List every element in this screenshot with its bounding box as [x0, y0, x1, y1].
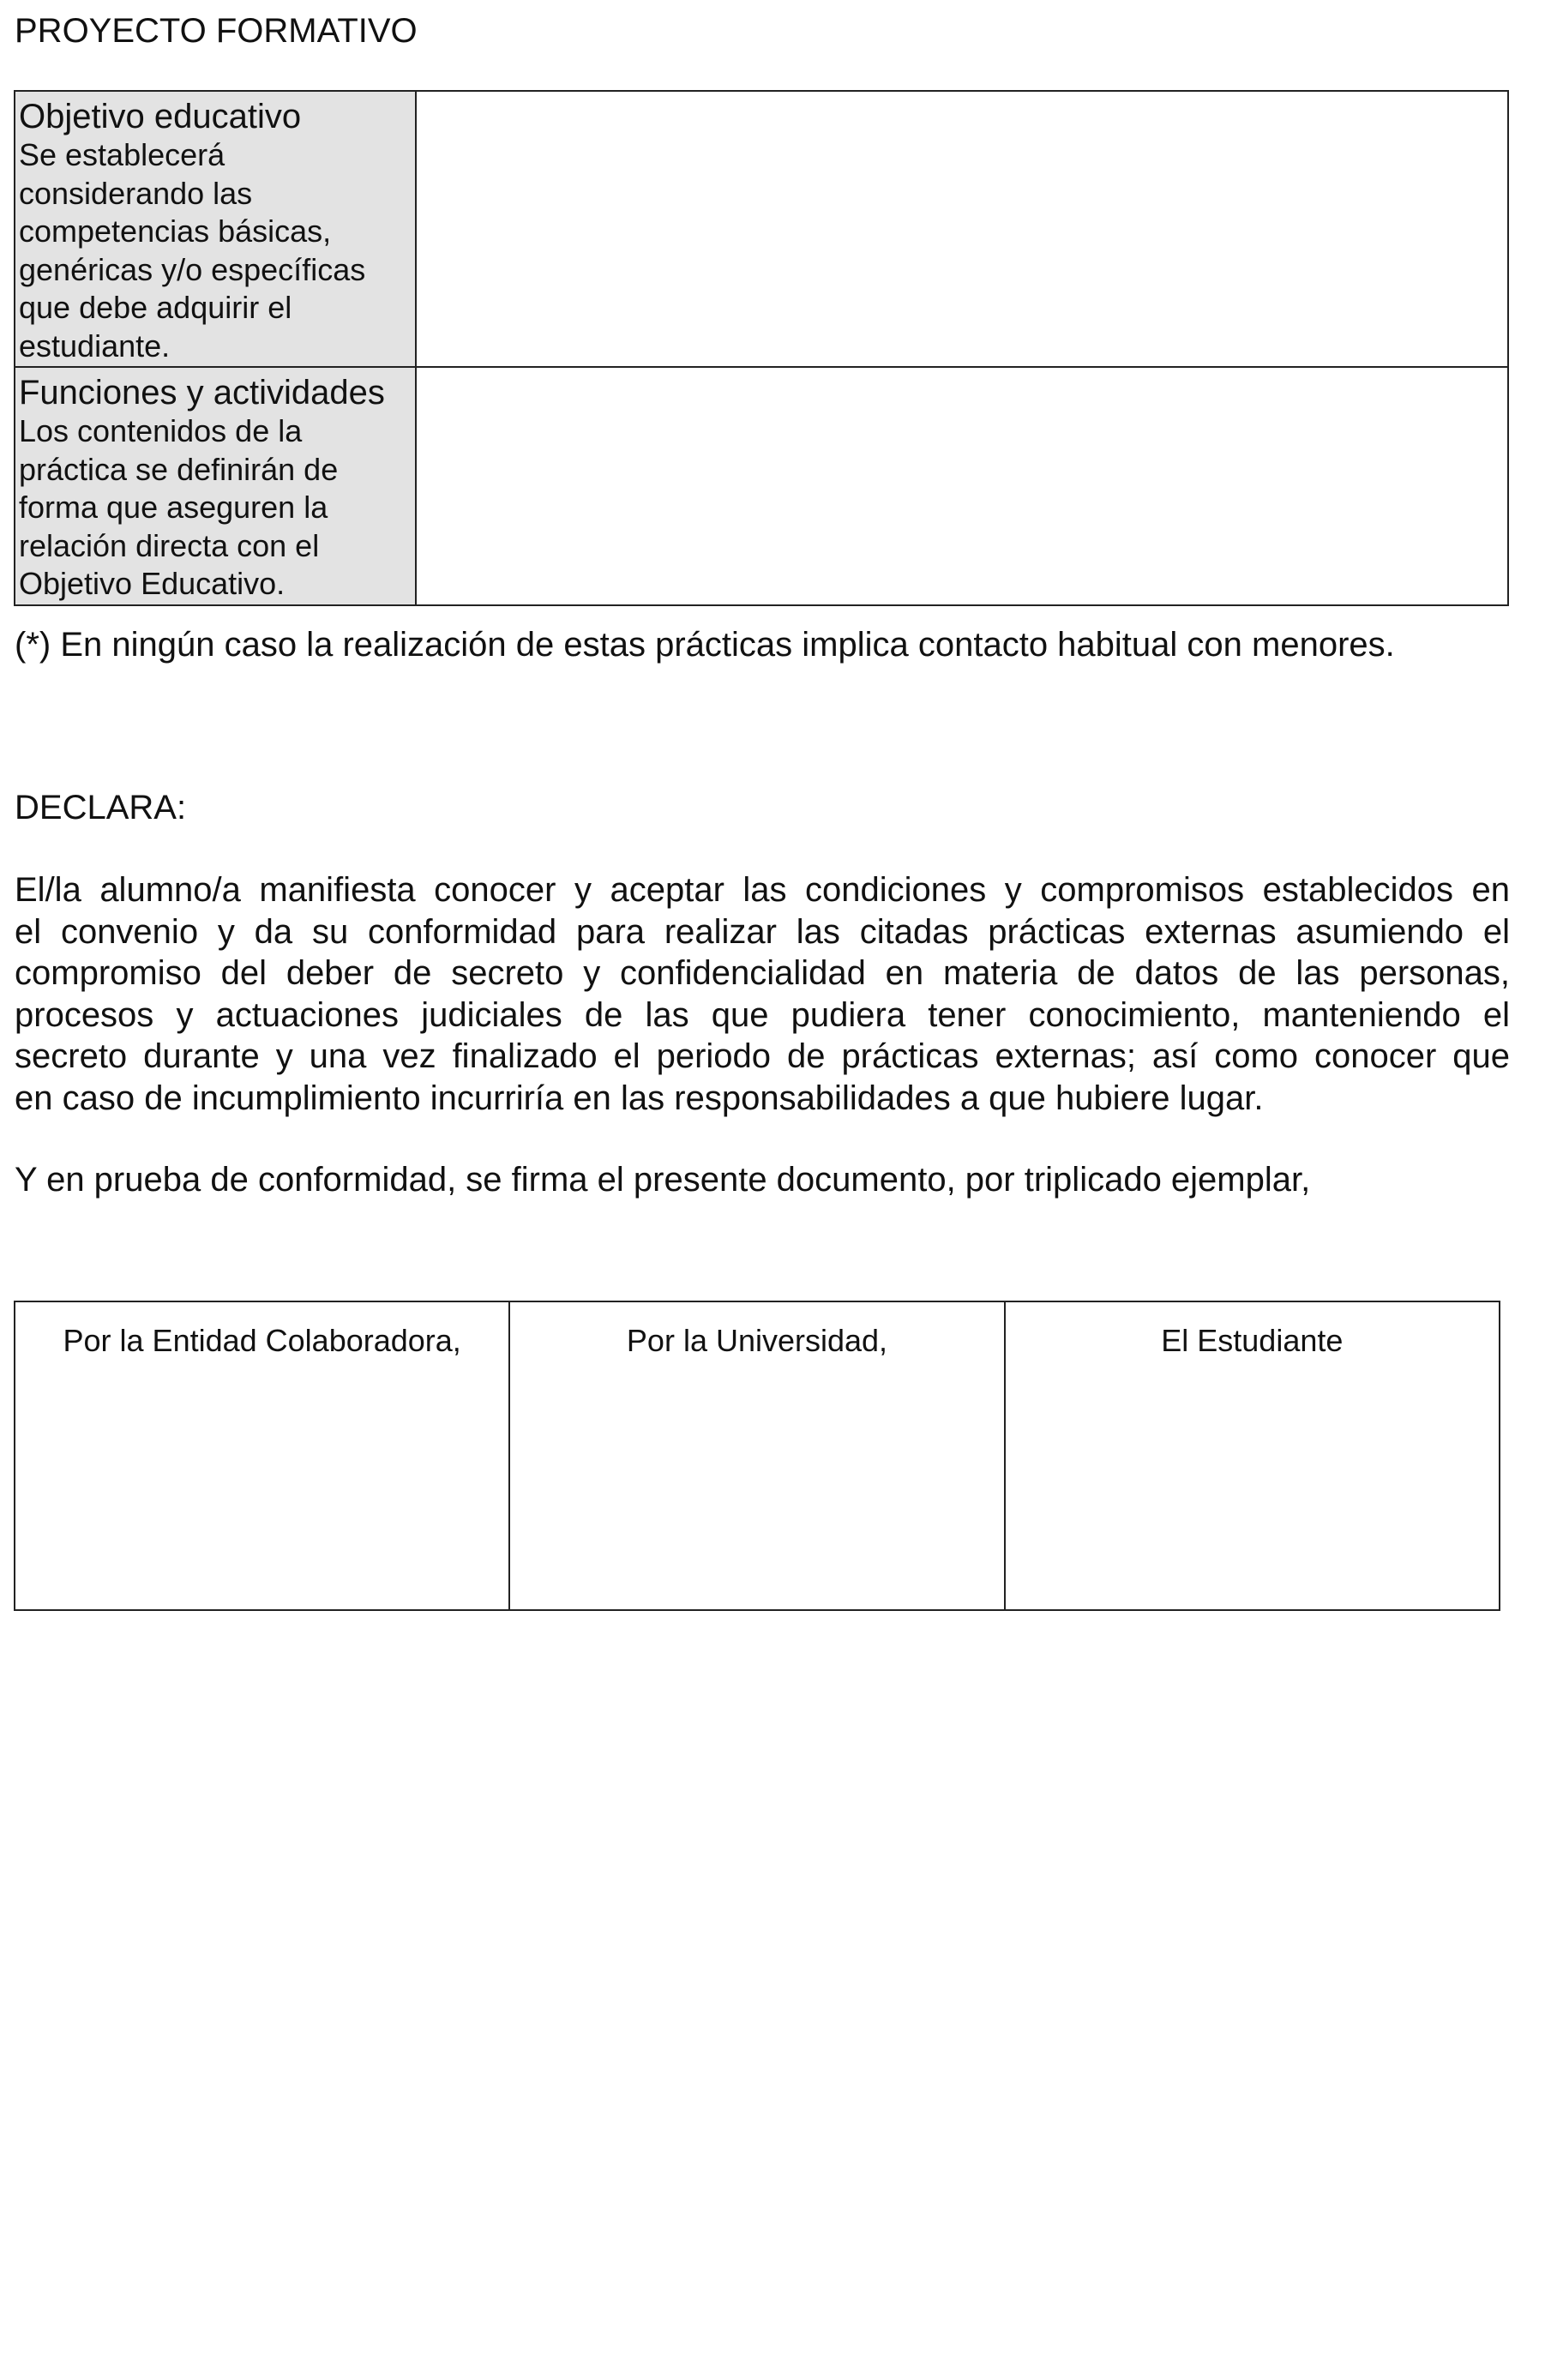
signature-cell-universidad: Por la Universidad, — [509, 1301, 1004, 1610]
description-line: Objetivo Educativo. — [19, 566, 286, 601]
table-row-funciones-actividades — [15, 367, 1508, 605]
table-row-objetivo-educativo — [15, 91, 1508, 367]
page-title: PROYECTO FORMATIVO — [15, 12, 418, 50]
paragraph-line: secreto durante y una vez finalizado el periodo de prácticas externas; así como conocer que — [15, 1037, 1510, 1075]
value-cell-objetivo-educativo — [416, 91, 1508, 367]
signature-row — [15, 1301, 1500, 1610]
row-title-funciones-actividades: Funciones y actividades — [19, 374, 385, 412]
description-line: genéricas y/o específicas — [19, 251, 366, 287]
description-line: Los contenidos de la — [19, 413, 303, 448]
paragraph-line: compromiso del deber de secreto y confidencialidad en materia de datos de las personas, — [15, 954, 1510, 992]
paragraph-line: en caso de incumplimiento incurriría en las responsabilidades a que hubiere lugar. — [15, 1079, 1264, 1117]
description-line: práctica se definirán de — [19, 451, 339, 487]
formative-project-table — [14, 90, 1509, 606]
footnote: (*) En ningún caso la realización de estas prácticas implica contacto habitual con menores. — [15, 626, 1395, 664]
description-line: competencias básicas, — [19, 213, 332, 249]
signature-cell-entidad: Por la Entidad Colaboradora, — [15, 1301, 509, 1610]
row-description-objetivo-educativo — [19, 136, 415, 365]
description-line: relación directa con el — [19, 527, 320, 563]
value-cell-funciones-actividades — [416, 367, 1508, 605]
declara-paragraph — [15, 869, 1510, 1119]
description-line: estudiante. — [19, 328, 171, 364]
paragraph-line: procesos y actuaciones judiciales de las que pudiera tener conocimiento, manteniendo el — [15, 995, 1510, 1034]
paragraph-line: El/la alumno/a manifiesta conocer y aceptar las condiciones y compromisos establecidos en — [15, 871, 1510, 909]
description-line: que debe adquirir el — [19, 290, 292, 325]
signature-table — [14, 1301, 1500, 1611]
description-line: Se establecerá — [19, 137, 225, 172]
label-cell-objetivo-educativo — [15, 91, 416, 367]
closing-statement: Y en prueba de conformidad, se firma el presente documento, por triplicado ejemplar, — [15, 1161, 1311, 1199]
description-line: considerando las — [19, 175, 253, 211]
signature-cell-estudiante: El Estudiante — [1005, 1301, 1500, 1610]
declara-heading: DECLARA: — [15, 789, 187, 826]
row-title-objetivo-educativo: Objetivo educativo — [19, 98, 302, 135]
label-cell-funciones-actividades — [15, 367, 416, 605]
row-description-funciones-actividades — [19, 412, 415, 604]
paragraph-line: el convenio y da su conformidad para realizar las citadas prácticas externas asumiendo el — [15, 912, 1510, 951]
description-line: forma que aseguren la — [19, 490, 328, 525]
